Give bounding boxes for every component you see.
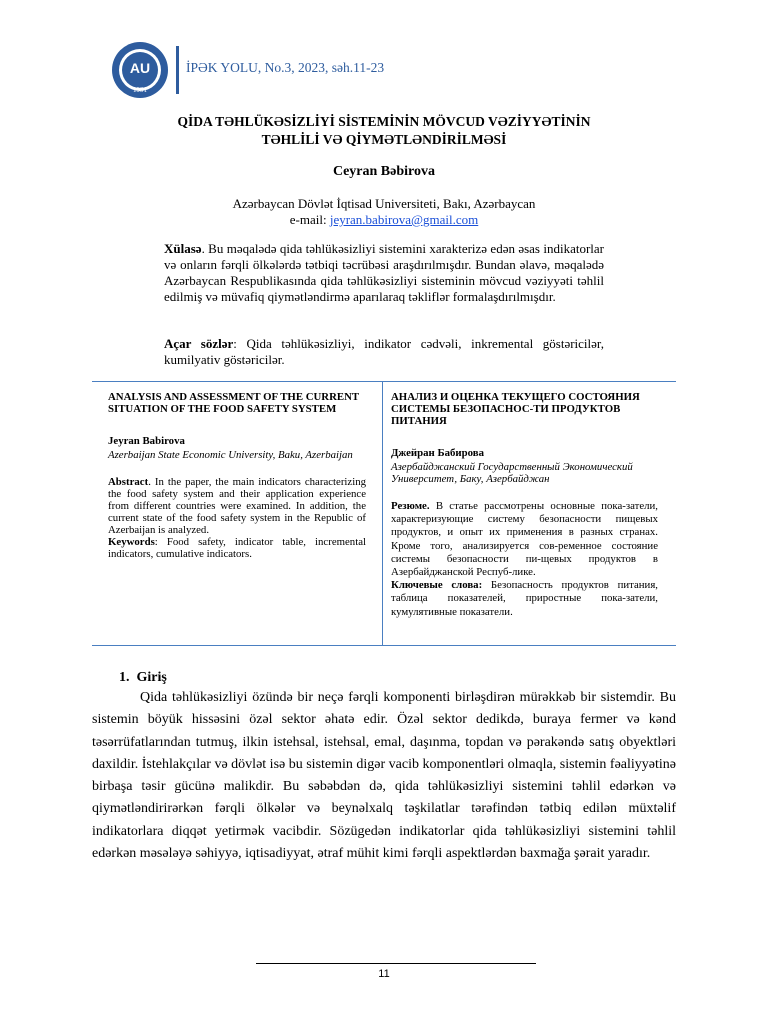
english-author: Jeyran Babirova	[108, 435, 185, 447]
abstract-az	[164, 241, 604, 305]
body-paragraph	[92, 687, 676, 865]
section-title: Giriş	[136, 670, 167, 685]
russian-title: АНАЛИЗ И ОЦЕНКА ТЕКУЩЕГО СОСТОЯНИЯ СИСТЕМЫ БЕЗОПАСНОС-ТИ ПРОДУКТОВ ПИТАНИЯ	[391, 391, 640, 427]
keywords-az-label: Açar sözlər	[164, 336, 234, 351]
english-abstract-label: Abstract	[108, 476, 149, 488]
paper-title	[120, 113, 648, 149]
russian-keywords-text: Безопасность продуктов питания, таблица показателей, приростные пока-затели, кумулятивные показатели.	[391, 579, 658, 618]
russian-affiliation: Азербайджанский Государственный Экономический Университет, Баку, Азербайджан	[391, 461, 633, 485]
page-number: 11	[378, 968, 390, 980]
section-number: 1.	[119, 670, 130, 685]
author-affiliation: Azərbaycan Dövlət İqtisad Universiteti, Bakı, Azərbaycan	[232, 196, 536, 211]
russian-abstract	[391, 500, 658, 579]
university-logo-icon	[110, 40, 170, 100]
english-abstract-text: . In the paper, the main indicators characterizing the food safety system and their application experience from different countries were examined. In addition, the current state of the food safety system in the Republic of Azerbaijan is analyzed.	[108, 476, 366, 536]
russian-keywords	[391, 579, 658, 619]
email-link[interactable]: jeyran.babirova@gmail.com	[329, 212, 479, 227]
footer-rule	[256, 963, 536, 964]
english-column	[108, 391, 366, 560]
logo-year: 1991	[133, 86, 147, 94]
section-rule-top	[92, 381, 676, 382]
russian-column	[391, 391, 658, 619]
english-keywords-label: Keywords	[108, 536, 155, 548]
header-divider	[176, 46, 179, 94]
russian-author: Джейран Бабирова	[391, 447, 484, 459]
abstract-az-label: Xülasə	[164, 241, 202, 256]
russian-abstract-text: В статье рассмотрены основные пока-затели, характеризующие систему безопасности пищевых продуктов, и опыт их применения в разных странах. Кроме того, анализируется сов-ременное состояние системы безопасности пи-щевых продуктов в Азербайджанской Респуб-лике.	[391, 500, 658, 579]
body-paragraph-text: Qida təhlükəsizliyi özündə bir neçə fərqli komponenti birləşdirən mürəkkəb bir sistemdir. Bu sistemin böyük hissəsini özəl sektor əhatə edir. Özəl sektor dedikdə, buraya fermer və kənd təsərrüfatlarından tutmuş, ilkin istehsal, istehsal, emal, daşınma, topdan və pərakəndə satış obyektləri daxildir. İstehlakçılar və dövlət isə bu sistemin digər vacib komponentləri olmaqla, sistemin fəaliyyətinə birbaşa təsir gücünə malikdir. Bu səbəbdən də, qida təhlükəsizliyi sistemini təhlil edərkən və qiymətləndirirərkən fərqli ölkələr və beynəlxalq təşkilatlar tərəfindən tətbiq edilən müxtəlif indikatorlara diqqət yetirmək vacibdir. Sözügedən indikatorlar qida təhlükəsizliyi sistemini təhlil edərkən məsələyə səhiyyə, iqtisadiyyat, ətraf mühit kimi fərqli aspektlərdən baxmağa şərait yaradır.	[92, 690, 676, 862]
logo-mark: AU	[129, 60, 151, 76]
english-keywords	[108, 536, 366, 560]
section-heading	[119, 670, 167, 686]
abstract-az-text: . Bu məqalədə qida təhlükəsizliyi sistemini xarakterizə edən əsas indikatorlar və onların fərqli ölkələrdə tətbiqi təcrübəsi araşdırılmışdır. Bundan əlavə, məqalədə Azərbaycan Respublikasında qida təhlükəsizliyi sisteminin mövcud vəziyyəti təhlil edilmiş və müvafiq qiymətləndirmə aparılaraq təkliflər formalaşdırılmışdır.	[164, 241, 604, 304]
column-divider	[382, 382, 383, 645]
russian-keywords-label: Ключевые слова:	[391, 579, 483, 592]
section-rule-bottom	[92, 645, 676, 646]
author-name: Ceyran Bəbirova	[332, 164, 435, 179]
keywords-az-text: : Qida təhlükəsizliyi, indikator cədvəli, inkremental göstəricilər, kumilyativ göstəricilər.	[164, 336, 604, 367]
russian-abstract-label: Резюме.	[391, 500, 430, 512]
english-title: ANALYSIS AND ASSESSMENT OF THE CURRENT SITUATION OF THE FOOD SAFETY SYSTEM	[108, 391, 359, 415]
english-abstract	[108, 476, 366, 536]
keywords-az	[164, 336, 604, 368]
journal-citation: İPƏK YOLU, No.3, 2023, səh.11-23	[186, 60, 385, 75]
english-keywords-text: : Food safety, indicator table, incremental indicators, cumulative indicators.	[108, 536, 366, 560]
email-label: e-mail:	[289, 212, 330, 227]
english-affiliation: Azerbaijan State Economic University, Baku, Azerbaijan	[108, 449, 353, 461]
author-email-line	[0, 212, 768, 228]
paper-title-line-1: QİDA TƏHLÜKƏSİZLİYİ SİSTEMİNİN MÖVCUD VƏZİYYƏTİNİN	[177, 114, 591, 129]
paper-title-line-2: TƏHLİLİ VƏ QİYMƏTLƏNDİRİLMƏSİ	[261, 132, 507, 147]
